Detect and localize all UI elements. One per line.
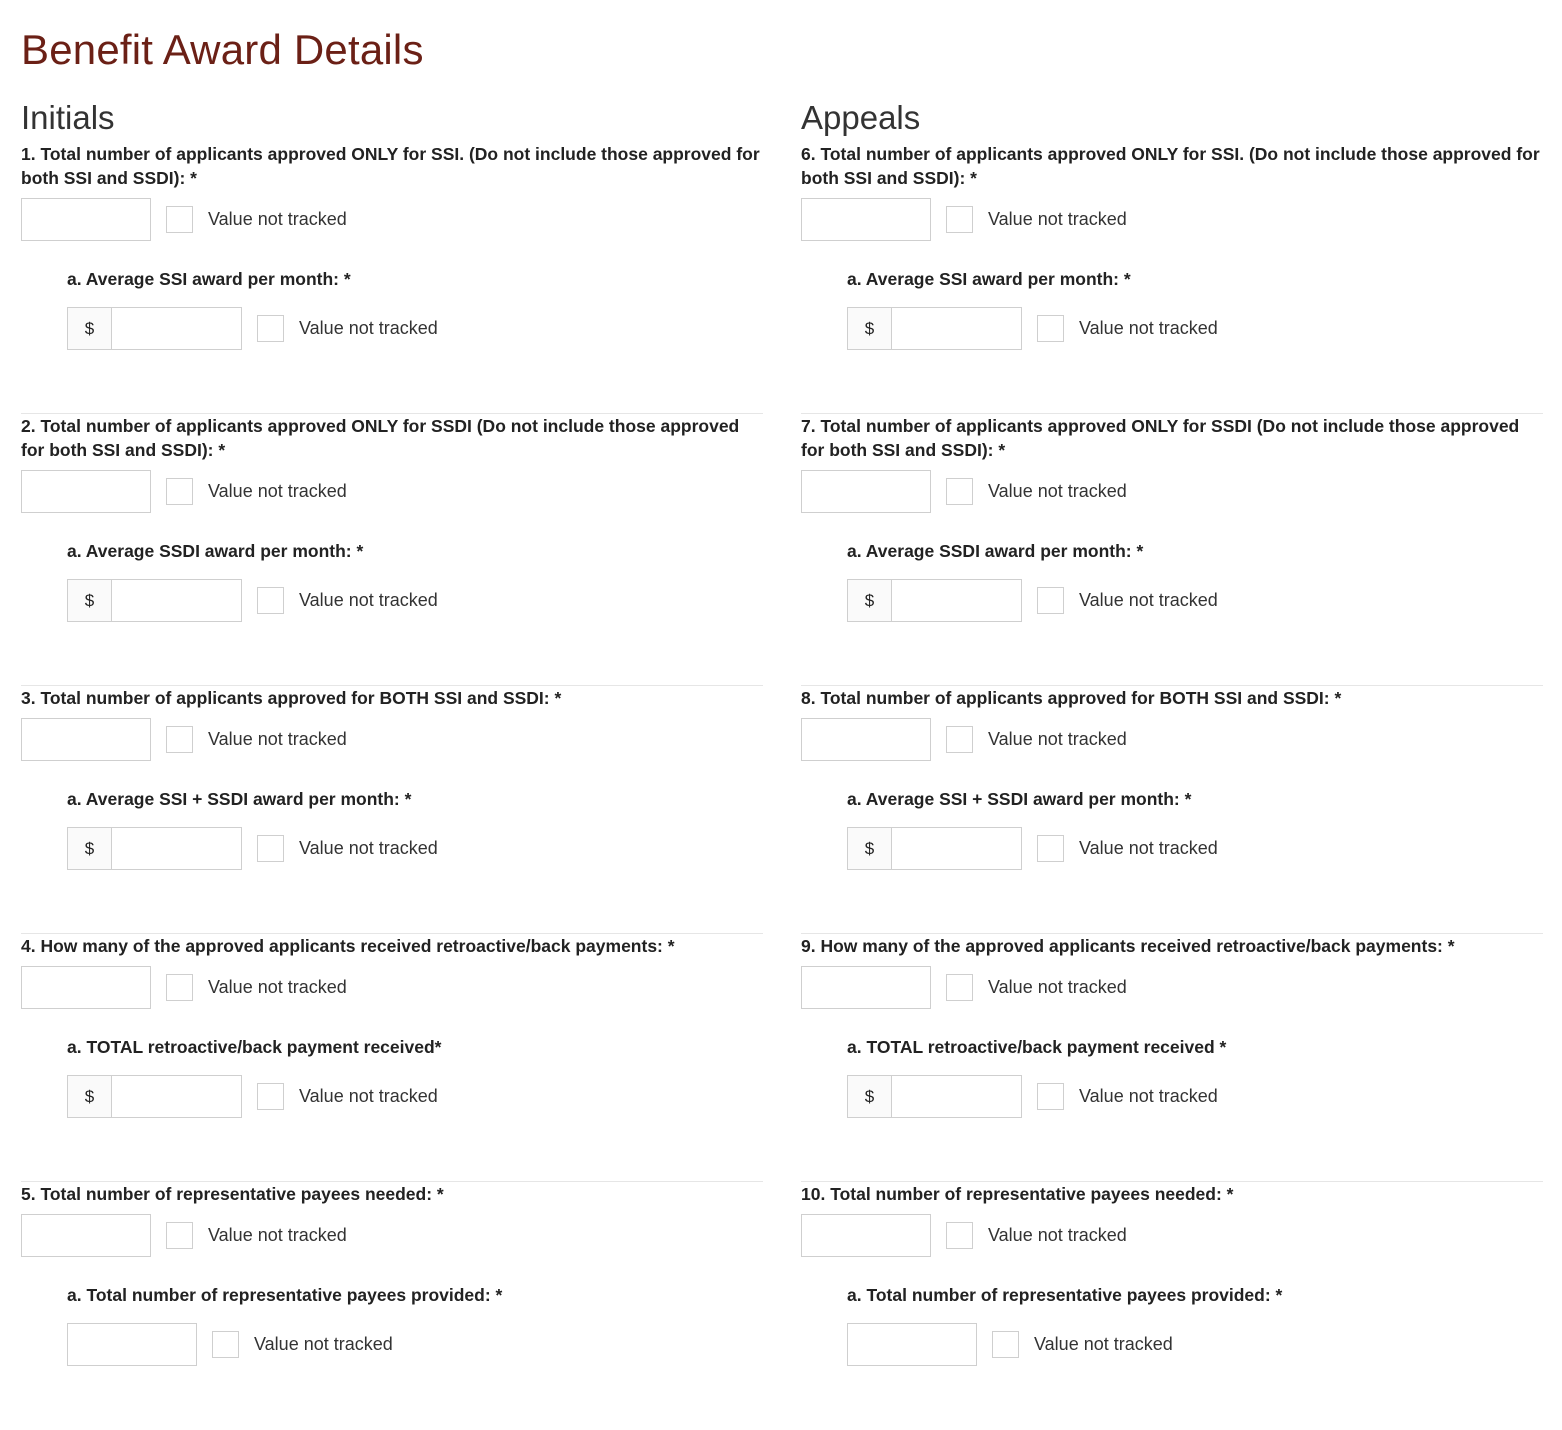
sub-question-label: a. TOTAL retroactive/back payment received *	[847, 1037, 1227, 1057]
currency-input-group	[67, 1075, 242, 1118]
dollar-sign-addon: $	[847, 307, 892, 350]
value-not-tracked-checkbox[interactable]	[166, 974, 193, 1001]
value-not-tracked-checkbox[interactable]	[166, 478, 193, 505]
dollar-sign-addon: $	[847, 827, 892, 870]
sub-question	[67, 787, 763, 870]
currency-input-group	[847, 827, 1022, 870]
sub-question-label: a. Average SSI award per month: *	[847, 269, 1131, 289]
question-section	[21, 414, 763, 686]
dollar-sign-addon: $	[67, 579, 112, 622]
value-not-tracked-checkbox[interactable]	[946, 478, 973, 505]
value-not-tracked-label: Value not tracked	[299, 590, 438, 610]
value-not-tracked-label: Value not tracked	[299, 1086, 438, 1106]
value-not-tracked-checkbox[interactable]	[257, 1083, 284, 1110]
value-not-tracked-label: Value not tracked	[208, 977, 347, 997]
count-input[interactable]	[67, 1323, 197, 1366]
sub-question-label: a. Total number of representative payees provided: *	[847, 1285, 1283, 1305]
amount-input[interactable]	[892, 1075, 1022, 1118]
sub-input-row	[847, 1075, 1543, 1118]
count-input[interactable]	[21, 718, 151, 761]
count-row	[21, 966, 763, 1009]
value-not-tracked-label: Value not tracked	[988, 209, 1127, 229]
value-not-tracked-checkbox[interactable]	[212, 1331, 239, 1358]
sub-input-row	[847, 307, 1543, 350]
sub-input-row	[67, 827, 763, 870]
count-row	[21, 198, 763, 241]
count-row	[21, 1214, 763, 1257]
count-row	[21, 470, 763, 513]
appeals-column	[801, 98, 1543, 1430]
sub-input-row	[67, 1075, 763, 1118]
question-label: 8. Total number of applicants approved for BOTH SSI and SSDI: *	[801, 688, 1342, 708]
value-not-tracked-checkbox[interactable]	[946, 206, 973, 233]
sub-question	[847, 1035, 1543, 1118]
count-row	[801, 470, 1543, 513]
question-label: 4. How many of the approved applicants received retroactive/back payments: *	[21, 936, 675, 956]
currency-input-group	[67, 579, 242, 622]
sub-question-label: a. Average SSDI award per month: *	[847, 541, 1144, 561]
sub-input-row	[847, 579, 1543, 622]
count-input[interactable]	[21, 470, 151, 513]
currency-input-group	[67, 827, 242, 870]
value-not-tracked-label: Value not tracked	[254, 1334, 393, 1354]
amount-input[interactable]	[892, 307, 1022, 350]
currency-input-group	[847, 1075, 1022, 1118]
value-not-tracked-checkbox[interactable]	[1037, 1083, 1064, 1110]
count-row	[21, 718, 763, 761]
value-not-tracked-checkbox[interactable]	[946, 974, 973, 1001]
count-row	[801, 718, 1543, 761]
dollar-sign-addon: $	[67, 1075, 112, 1118]
dollar-sign-addon: $	[847, 1075, 892, 1118]
count-row	[801, 198, 1543, 241]
sub-question	[847, 1283, 1543, 1366]
sub-input-row	[67, 579, 763, 622]
amount-input[interactable]	[892, 579, 1022, 622]
column-heading-appeals: Appeals	[801, 99, 921, 136]
sub-question	[67, 539, 763, 622]
count-input[interactable]	[21, 1214, 151, 1257]
value-not-tracked-label: Value not tracked	[1079, 590, 1218, 610]
sub-question	[847, 787, 1543, 870]
question-label: 5. Total number of representative payees needed: *	[21, 1184, 444, 1204]
dollar-sign-addon: $	[67, 827, 112, 870]
count-input[interactable]	[801, 966, 931, 1009]
sub-question	[67, 1283, 763, 1366]
column-heading-initials: Initials	[21, 99, 115, 136]
value-not-tracked-label: Value not tracked	[208, 1225, 347, 1245]
question-label: 2. Total number of applicants approved ONLY for SSDI (Do not include those approved for both SSI and SSDI): *	[21, 416, 740, 460]
value-not-tracked-checkbox[interactable]	[1037, 315, 1064, 342]
value-not-tracked-checkbox[interactable]	[1037, 587, 1064, 614]
value-not-tracked-checkbox[interactable]	[1037, 835, 1064, 862]
question-label: 6. Total number of applicants approved ONLY for SSI. (Do not include those approved for both SSI and SSDI): *	[801, 144, 1540, 188]
sub-question	[67, 1035, 763, 1118]
value-not-tracked-label: Value not tracked	[208, 209, 347, 229]
value-not-tracked-checkbox[interactable]	[166, 726, 193, 753]
sub-question-label: a. Average SSDI award per month: *	[67, 541, 364, 561]
sub-question-label: a. Average SSI award per month: *	[67, 269, 351, 289]
count-input[interactable]	[801, 1214, 931, 1257]
sub-input-row	[847, 1323, 1543, 1366]
question-label: 9. How many of the approved applicants received retroactive/back payments: *	[801, 936, 1455, 956]
value-not-tracked-checkbox[interactable]	[166, 206, 193, 233]
dollar-sign-addon: $	[847, 579, 892, 622]
amount-input[interactable]	[892, 827, 1022, 870]
sub-question-label: a. Average SSI + SSDI award per month: *	[67, 789, 412, 809]
value-not-tracked-checkbox[interactable]	[946, 726, 973, 753]
page-title: Benefit Award Details	[21, 26, 424, 73]
count-input[interactable]	[801, 198, 931, 241]
value-not-tracked-checkbox[interactable]	[257, 835, 284, 862]
sub-question-label: a. Total number of representative payees provided: *	[67, 1285, 503, 1305]
count-row	[801, 1214, 1543, 1257]
sub-question-label: a. Average SSI + SSDI award per month: *	[847, 789, 1192, 809]
question-label: 7. Total number of applicants approved ONLY for SSDI (Do not include those approved for both SSI and SSDI): *	[801, 416, 1520, 460]
amount-input[interactable]	[112, 827, 242, 870]
question-section	[21, 1182, 763, 1430]
question-label: 3. Total number of applicants approved for BOTH SSI and SSDI: *	[21, 688, 562, 708]
value-not-tracked-label: Value not tracked	[1079, 838, 1218, 858]
sub-question	[847, 267, 1543, 350]
amount-input[interactable]	[112, 307, 242, 350]
sub-input-row	[67, 307, 763, 350]
value-not-tracked-label: Value not tracked	[1079, 1086, 1218, 1106]
value-not-tracked-checkbox[interactable]	[257, 315, 284, 342]
question-label: 1. Total number of applicants approved ONLY for SSI. (Do not include those approved for both SSI and SSDI): *	[21, 144, 760, 188]
count-row	[801, 966, 1543, 1009]
value-not-tracked-label: Value not tracked	[988, 977, 1127, 997]
sub-input-row	[847, 827, 1543, 870]
sub-question	[67, 267, 763, 350]
dollar-sign-addon: $	[67, 307, 112, 350]
count-input[interactable]	[801, 470, 931, 513]
value-not-tracked-label: Value not tracked	[988, 1225, 1127, 1245]
value-not-tracked-checkbox[interactable]	[166, 1222, 193, 1249]
value-not-tracked-checkbox[interactable]	[992, 1331, 1019, 1358]
value-not-tracked-label: Value not tracked	[1034, 1334, 1173, 1354]
question-section	[801, 1182, 1543, 1430]
sub-question	[847, 539, 1543, 622]
currency-input-group	[847, 307, 1022, 350]
amount-input[interactable]	[112, 579, 242, 622]
value-not-tracked-checkbox[interactable]	[257, 587, 284, 614]
value-not-tracked-label: Value not tracked	[299, 318, 438, 338]
question-section	[801, 934, 1543, 1182]
question-section	[21, 686, 763, 934]
value-not-tracked-label: Value not tracked	[208, 729, 347, 749]
value-not-tracked-label: Value not tracked	[988, 481, 1127, 501]
question-label: 10. Total number of representative payees needed: *	[801, 1184, 1234, 1204]
value-not-tracked-label: Value not tracked	[988, 729, 1127, 749]
count-input[interactable]	[801, 718, 931, 761]
question-section	[21, 142, 763, 414]
value-not-tracked-checkbox[interactable]	[946, 1222, 973, 1249]
count-input[interactable]	[21, 966, 151, 1009]
currency-input-group	[67, 307, 242, 350]
currency-input-group	[847, 579, 1022, 622]
initials-column	[21, 98, 763, 1430]
question-section	[801, 414, 1543, 686]
amount-input[interactable]	[112, 1075, 242, 1118]
count-input[interactable]	[847, 1323, 977, 1366]
question-section	[801, 142, 1543, 414]
value-not-tracked-label: Value not tracked	[299, 838, 438, 858]
question-section	[801, 686, 1543, 934]
count-input[interactable]	[21, 198, 151, 241]
value-not-tracked-label: Value not tracked	[1079, 318, 1218, 338]
sub-input-row	[67, 1323, 763, 1366]
sub-question-label: a. TOTAL retroactive/back payment received*	[67, 1037, 442, 1057]
question-section	[21, 934, 763, 1182]
value-not-tracked-label: Value not tracked	[208, 481, 347, 501]
